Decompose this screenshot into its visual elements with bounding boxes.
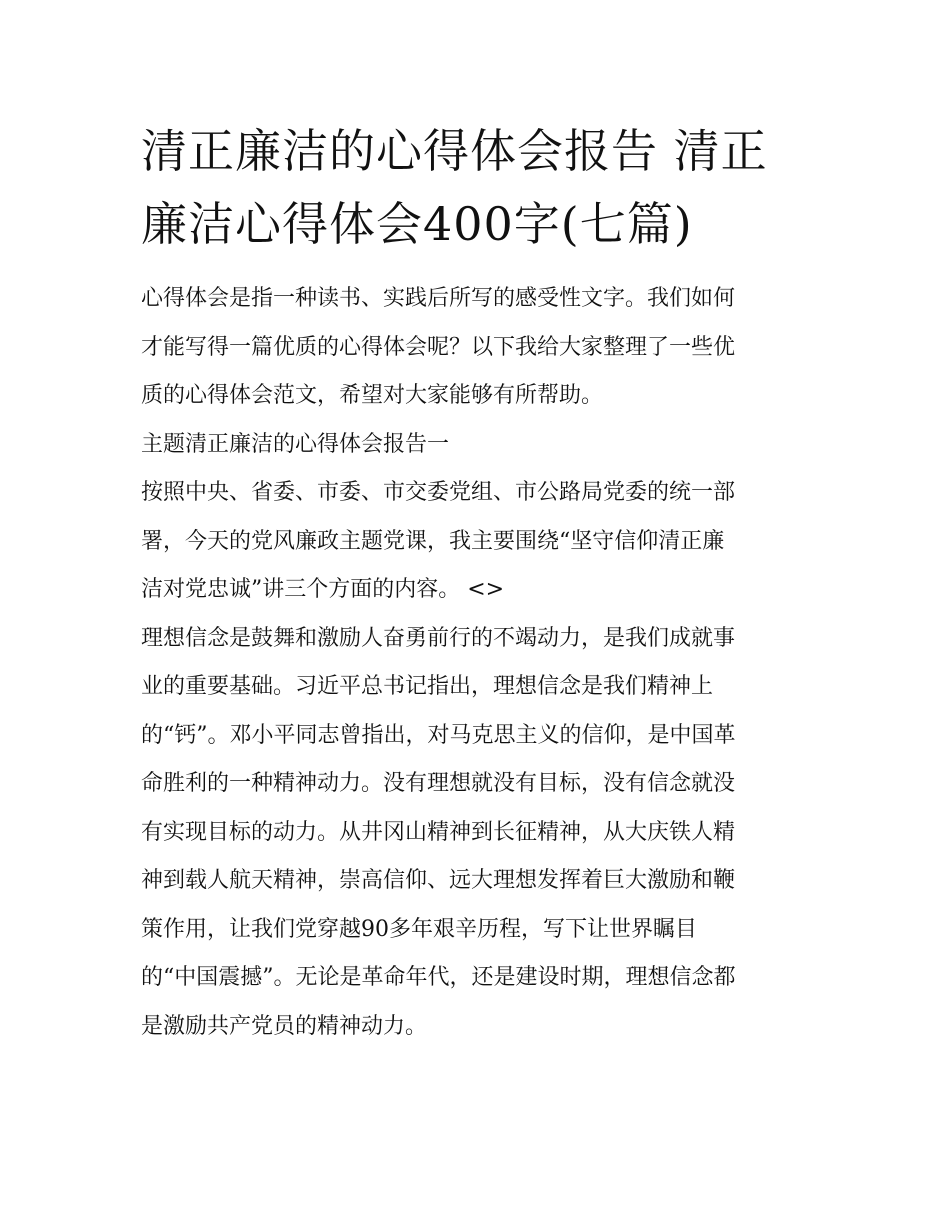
- text-line: 的“钙”。邓小平同志曾指出，对马克思主义的信仰，是中国革: [141, 722, 736, 748]
- document-body: [141, 275, 816, 1051]
- text-line: 主题清正廉洁的心得体会报告一: [141, 431, 450, 457]
- document-title: [141, 115, 816, 261]
- section-heading: [141, 421, 816, 470]
- text-line: 心得体会是指一种读书、实践后所写的感受性文字。我们如何: [141, 286, 736, 311]
- text-line: 业的重要基础。习近平总书记指出，理想信念是我们精神上: [141, 674, 714, 699]
- document-content: [141, 115, 816, 1051]
- text-line: 策作用，让我们党穿越90多年艰辛历程，写下让世界瞩目: [141, 916, 697, 942]
- text-line: 是激励共产党员的精神动力。: [141, 1013, 428, 1039]
- text-line: 按照中央、省委、市委、市交委党组、市公路局党委的统一部: [141, 480, 736, 505]
- text-line: 有实现目标的动力。从井冈山精神到长征精神，从大庆铁人精: [141, 819, 736, 845]
- text-line: 命胜利的一种精神动力。没有理想就没有目标，没有信念就没: [141, 771, 736, 796]
- intro-paragraph: [141, 275, 816, 421]
- text-line: 质的心得体会范文，希望对大家能够有所帮助。: [141, 383, 604, 408]
- title-line: 廉洁心得体会400字(七篇): [141, 197, 693, 251]
- body-paragraph: [141, 615, 816, 1052]
- text-line: 洁对党忠诚”讲三个方面的内容。 <>: [141, 577, 505, 602]
- text-line: 神到载人航天精神，崇高信仰、远大理想发挥着巨大激励和鞭: [141, 868, 736, 893]
- text-line: 才能写得一篇优质的心得体会呢？以下我给大家整理了一些优: [141, 334, 736, 360]
- text-line: 署，今天的党风廉政主题党课，我主要围绕“坚守信仰清正廉: [141, 528, 725, 554]
- text-line: 的“中国震撼”。无论是革命年代，还是建设时期，理想信念都: [141, 965, 736, 990]
- body-paragraph: [141, 469, 816, 615]
- text-line: 理想信念是鼓舞和激励人奋勇前行的不竭动力，是我们成就事: [141, 625, 736, 651]
- title-line: 清正廉洁的心得体会报告 清正: [141, 124, 768, 178]
